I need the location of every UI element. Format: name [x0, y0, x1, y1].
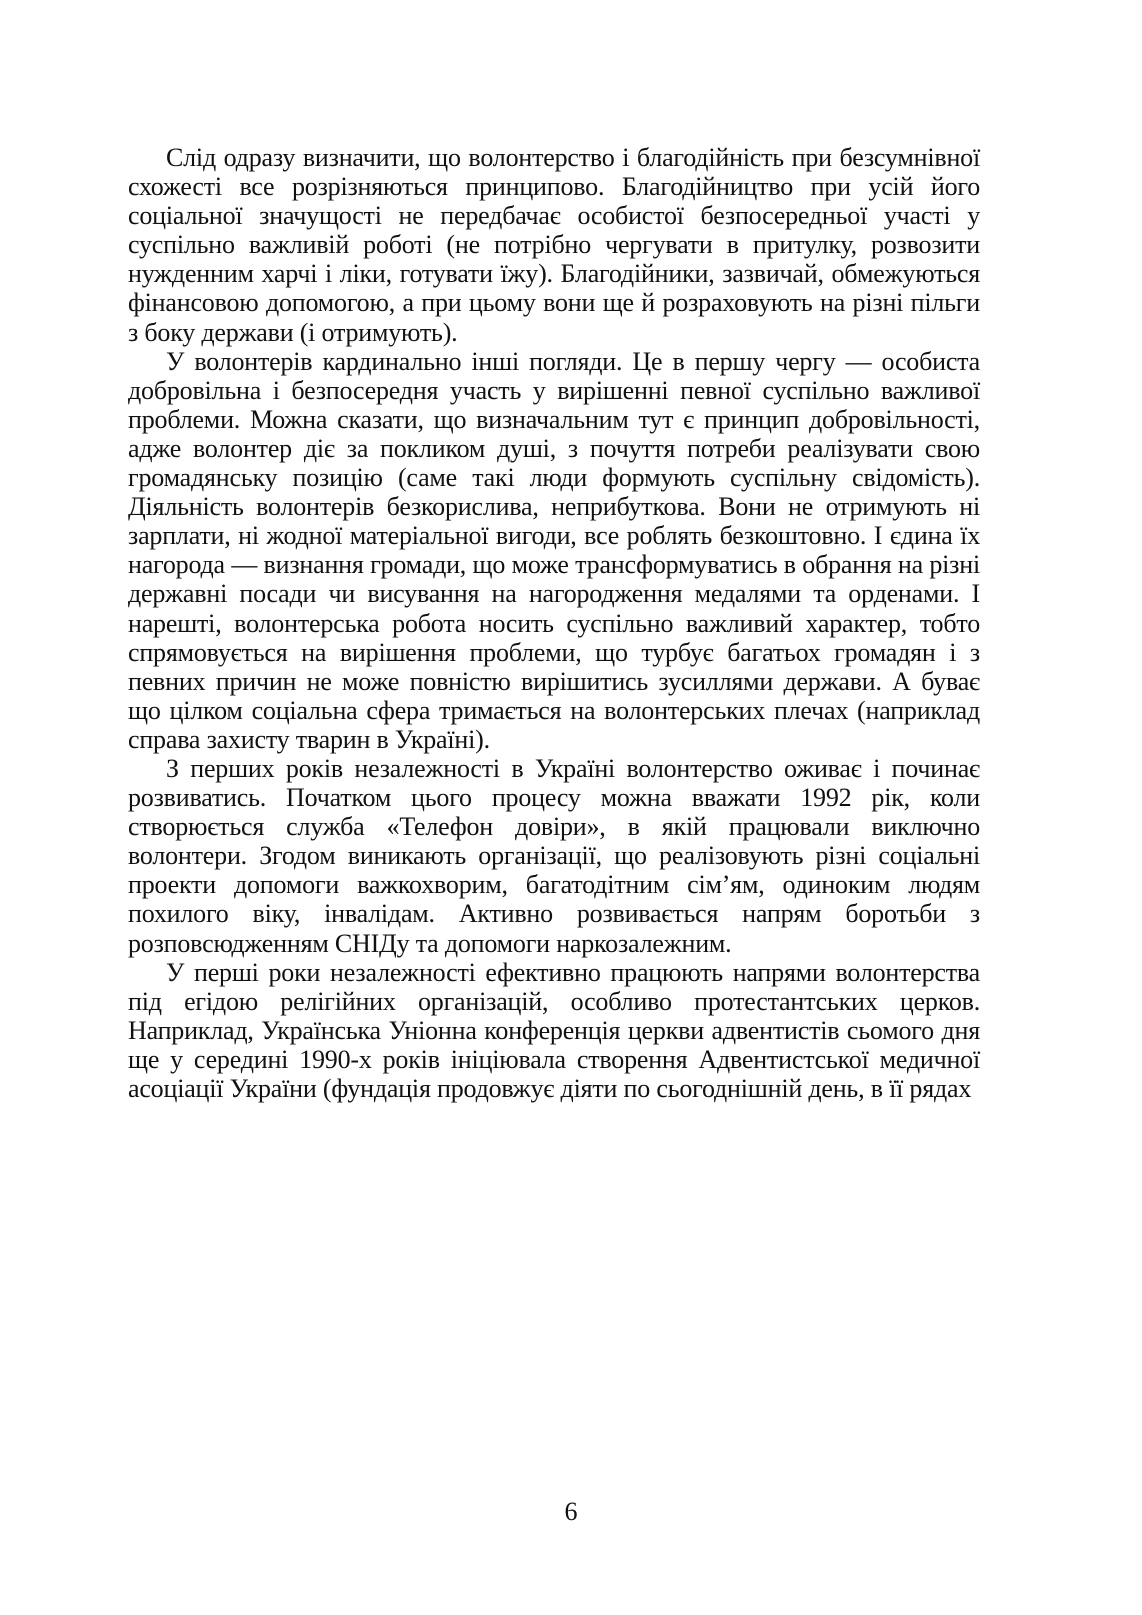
paragraph-religious-organizations: У перші роки незалежності ефективно працюють напрями волонтерства під егідою релігійних організацій, особливо протестантських церков. Наприклад, Українська Уніонна конференція церкви адвентистів сьомого дня ще у середині 1990-х років ініціювала створення Адвентистської медичної асоціації України (фундація продовжує діяти по сьогоднішній день, в її рядах [128, 957, 980, 1103]
paragraph-volunteering-vs-charity: Слід одразу визначити, що волонтерство і благодійність при безсумнівної схожесті все розрізняються принципово. Благодійництво при усій його соціальної значущості не передбачає особистої безпосередньої участі у суспільно важливій роботі (не потрібно чергувати в притулку, розвозити нужденним харчі і ліки, готувати їжу). Благодійники, зазвичай, обмежуються фінансовою допомогою, а при цьому вони ще й розраховують на різні пільги з боку держави (і отримують). [128, 143, 980, 347]
paragraph-independence-years: З перших років незалежності в Україні волонтерство оживає і починає розвиватись. Початком цього процесу можна вважати 1992 рік, коли створюється служба «Телефон довіри», в якій працювали виключно волонтери. Згодом виникають організації, що реалізовують різні соціальні проекти допомоги важкохворим, багатодітним сім’ям, одиноким людям похилого віку, інвалідам. Активно розвивається напрям боротьби з розповсюдженням СНІДу та допомоги наркозалежним. [128, 753, 980, 958]
page-number: 6 [564, 1497, 578, 1526]
paragraph-volunteer-views: У волонтерів кардинально інші погляди. Це в першу чергу — особиста добровільна і безпосередня участь у вирішенні певної суспільно важливої проблеми. Можна сказати, що визначальним тут є принцип добровільності, адже волонтер діє за покликом душі, з почуття потреби реалізувати свою громадянську позицію (саме такі люди формують суспільну свідомість). Діяльність волонтерів безкорислива, неприбуткова. Вони не отримують ні зарплати, ні жодної матеріальної вигоди, все роблять безкоштовно. І єдина їх нагорода — визнання громади, що може трансформуватись в обрання на різні державні посади чи висування на нагородження медалями та орденами. І нарешті, волонтерська робота носить суспільно важливий характер, тобто спрямовується на вирішення проблеми, що турбує багатьох громадян і з певних причин не може повністю вирішитись зусиллями держави. А буває що цілком соціальна сфера тримається на волонтерських плечах (наприклад справа захисту тварин в Україні). [128, 346, 980, 754]
document-page-body [128, 143, 980, 1103]
